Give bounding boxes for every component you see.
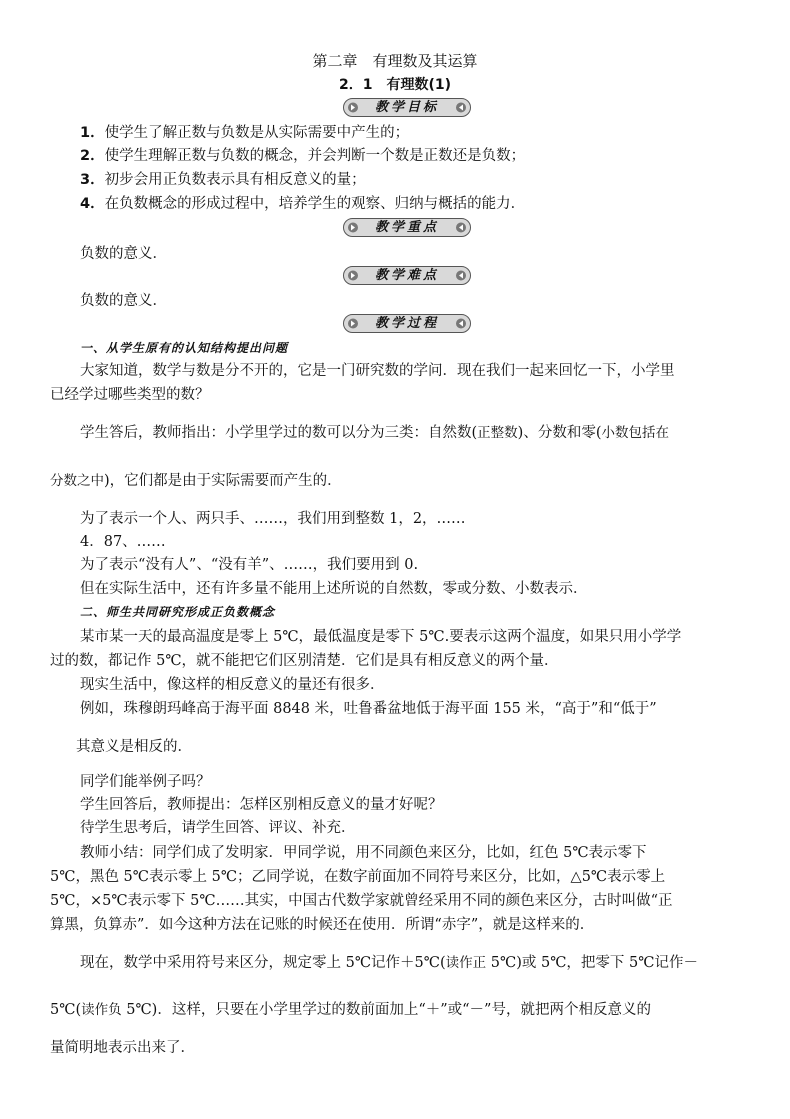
banner-label: 教学重点 [374,220,439,235]
paragraph-line: 例如，珠穆朗玛峰高于海平面 8848 米，吐鲁番盆地低于海平面 155 米，“高于”和“低于” [80,701,657,717]
paragraph-line: 5℃(读作负 5℃)．这样，只要在小学里学过的数前面加上“＋”或“－”号，就把两个相反意义的 [50,1002,651,1018]
paragraph-line: 学生答后，教师指出：小学里学过的数可以分为三类：自然数(正整数)、分数和零(小数包括在 [80,425,669,441]
banner-difficulties [343,266,471,285]
section-heading: 二、师生共同研究形成正负数概念 [80,605,276,619]
objective-item: 4．在负数概念的形成过程中，培养学生的观察、归纳与概括的能力． [80,196,526,212]
objective-item: 3．初步会用正负数表示具有相反意义的量； [80,172,366,188]
banner-label: 教学目标 [374,100,439,115]
paragraph-line: 现在，数学中采用符号来区分，规定零上 5℃记作＋5℃(读作正 5℃)或 5℃，把零下 5℃记作－ [80,955,698,971]
chapter-title: 第二章 有理数及其运算 [312,52,478,70]
paragraph-line: 分数之中)，它们都是由于实际需要而产生的． [50,473,342,489]
paragraph-line: 5℃，黑色 5℃表示零上 5℃；乙同学说，在数字前面加不同符号来区分，比如，△5℃表示零上 [50,869,666,885]
paragraph-line: 为了表示“没有人”、“没有羊”、……，我们要用到 0. [80,557,419,573]
paragraph-line: 教师小结：同学们成了发明家．甲同学说，用不同颜色来区分，比如，红色 5℃表示零下 [80,845,647,861]
paragraph-line: 5℃，×5℃表示零下 5℃……其实，中国古代数学家就曾经采用不同的颜色来区分，古时叫做“正 [50,893,673,909]
paragraph-line: 现实生活中，像这样的相反意义的量还有很多． [80,677,385,693]
paragraph-line: 4．87、…… [80,534,166,550]
section-heading: 一、从学生原有的认知结构提出问题 [80,341,289,355]
objective-item: 1．使学生了解正数与负数是从实际需要中产生的； [80,125,410,141]
paragraph-line: 算黑，负算赤”．如今这种方法在记账的时候还在使用．所谓“赤字”，就是这样来的． [50,917,595,933]
paragraph-line: 但在实际生活中，还有许多量不能用上述所说的自然数，零或分数、小数表示． [80,581,588,597]
banner-process [343,314,471,333]
banner-key-points [343,218,471,237]
paragraph-line: 其意义是相反的． [76,739,192,755]
paragraph-line: 量简明地表示出来了． [50,1040,195,1056]
paragraph-line: 待学生思考后，请学生回答、评议、补充． [80,820,356,836]
banner-label: 教学过程 [374,316,439,331]
banner-objectives [343,98,471,117]
paragraph-line: 大家知道，数学与数是分不开的，它是一门研究数的学问．现在我们一起来回忆一下，小学里 [80,363,675,379]
key-point-text: 负数的意义． [80,246,167,262]
banner-label: 教学难点 [374,268,439,283]
paragraph-line: 某市某一天的最高温度是零上 5℃，最低温度是零下 5℃.要表示这两个温度，如果只用小学学 [80,629,682,645]
paragraph-line: 过的数，都记作 5℃，就不能把它们区别清楚．它们是具有相反意义的两个量． [50,653,559,669]
objective-item: 2．使学生理解正数与负数的概念，并会判断一个数是正数还是负数； [80,148,526,164]
paragraph-line: 已经学过哪些类型的数？ [50,387,210,403]
section-title: 2．1 有理数(1) [338,77,452,93]
difficulty-text: 负数的意义． [80,293,167,309]
paragraph-line: 学生回答后，教师提出：怎样区别相反意义的量才好呢？ [80,797,443,813]
paragraph-line: 同学们能举例子吗？ [80,774,211,790]
paragraph-line: 为了表示一个人、两只手、……，我们用到整数 1，2，…… [80,511,466,527]
